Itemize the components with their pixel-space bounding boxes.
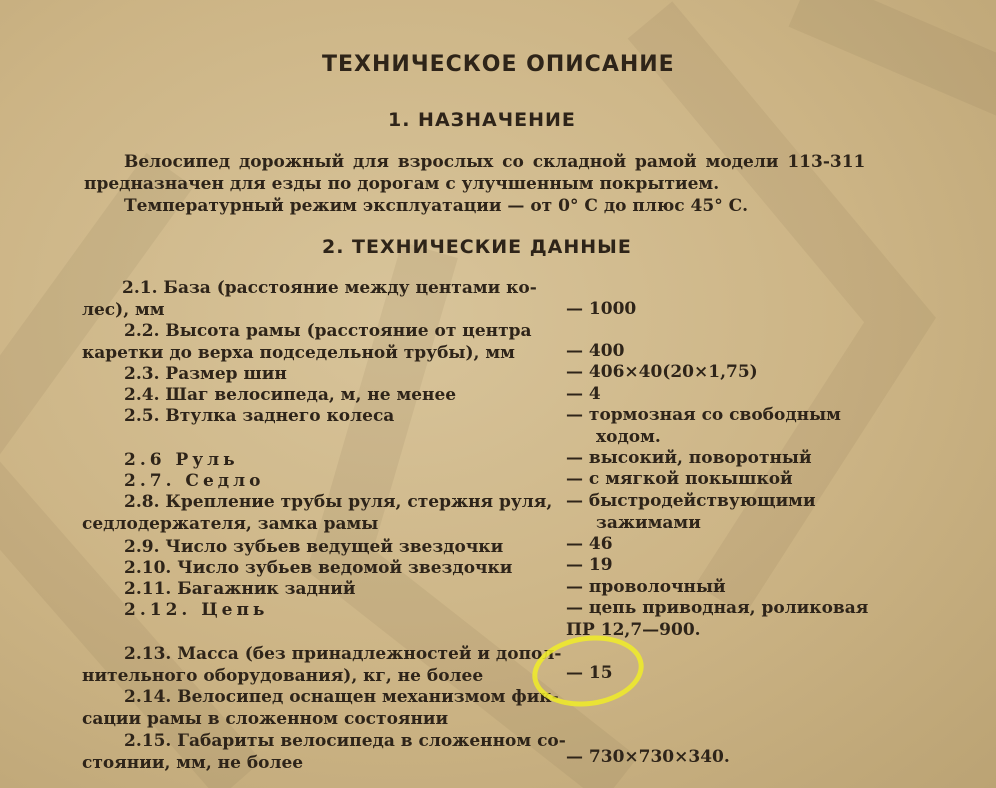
text-line: Температурный режим эксплуатации — от 0° С до плюс 45° С. <box>124 196 749 216</box>
spec-value: — 730×730×340. <box>566 747 730 767</box>
text-line: Велосипед дорожный для взрослых со складной рамой модели 113-311 <box>124 152 866 172</box>
spec-label: 2.4. Шаг велосипеда, м, не менее <box>124 385 457 405</box>
spec-label: 2.8. Крепление трубы руля, стержня руля, <box>124 492 553 512</box>
section-heading: 2. ТЕХНИЧЕСКИЕ ДАННЫЕ <box>322 236 632 258</box>
spec-value: — 19 <box>566 555 613 575</box>
spec-label: 2.5. Втулка заднего колеса <box>124 406 395 426</box>
spec-value-cont: ПР 12,7—900. <box>566 620 701 640</box>
spec-value: — 46 <box>566 534 613 554</box>
spec-label: 2.15. Габариты велосипеда в сложенном со- <box>124 731 566 751</box>
spec-label-cont: каретки до верха подседельной трубы), мм <box>82 343 515 363</box>
spec-label: 2.12. Цепь <box>124 600 269 620</box>
spec-label-cont: седлодержателя, замка рамы <box>82 514 379 534</box>
spec-value-cont: ходом. <box>596 427 661 447</box>
spec-value: — с мягкой покышкой <box>566 469 793 489</box>
document-title: ТЕХНИЧЕСКОЕ ОПИСАНИЕ <box>322 52 675 77</box>
spec-label: 2.6 Руль <box>124 450 239 470</box>
spec-value: — высокий, поворотный <box>566 448 812 468</box>
spec-value: — цепь приводная, роликовая <box>566 598 869 618</box>
spec-value: — 400 <box>566 341 625 361</box>
spec-value: — 406×40(20×1,75) <box>566 362 758 382</box>
spec-value: — быстродействующими <box>566 491 816 511</box>
spec-label-cont: стоянии, мм, не более <box>82 753 304 773</box>
section-heading: 1. НАЗНАЧЕНИЕ <box>388 109 576 131</box>
spec-value: — 15 <box>566 663 613 683</box>
spec-label: 2.10. Число зубьев ведомой звездочки <box>124 558 513 578</box>
spec-label: 2.2. Высота рамы (расстояние от центра <box>124 321 532 341</box>
spec-value: — тормозная со свободным <box>566 405 841 425</box>
spec-label: 2.14. Велосипед оснащен механизмом фик- <box>124 687 559 707</box>
spec-label-cont: сации рамы в сложенном состоянии <box>82 709 449 729</box>
spec-label: 2.11. Багажник задний <box>124 579 356 599</box>
spec-label-cont: лес), мм <box>82 300 165 320</box>
spec-label-cont: нительного оборудования), кг, не более <box>82 666 484 686</box>
spec-value: — проволочный <box>566 577 726 597</box>
spec-label: 2.3. Размер шин <box>124 364 287 384</box>
spec-label: 2.13. Масса (без принадлежностей и допол- <box>124 644 562 664</box>
text-line: предназначен для езды по дорогам с улучшенным покрытием. <box>84 174 720 194</box>
spec-label: 2.1. База (расстояние между центами ко- <box>122 278 537 298</box>
spec-label: 2.9. Число зубьев ведущей звездочки <box>124 537 504 557</box>
spec-label: 2.7. Седло <box>124 471 265 491</box>
spec-value-cont: зажимами <box>596 513 701 533</box>
spec-value: — 1000 <box>566 299 637 319</box>
spec-value: — 4 <box>566 384 601 404</box>
